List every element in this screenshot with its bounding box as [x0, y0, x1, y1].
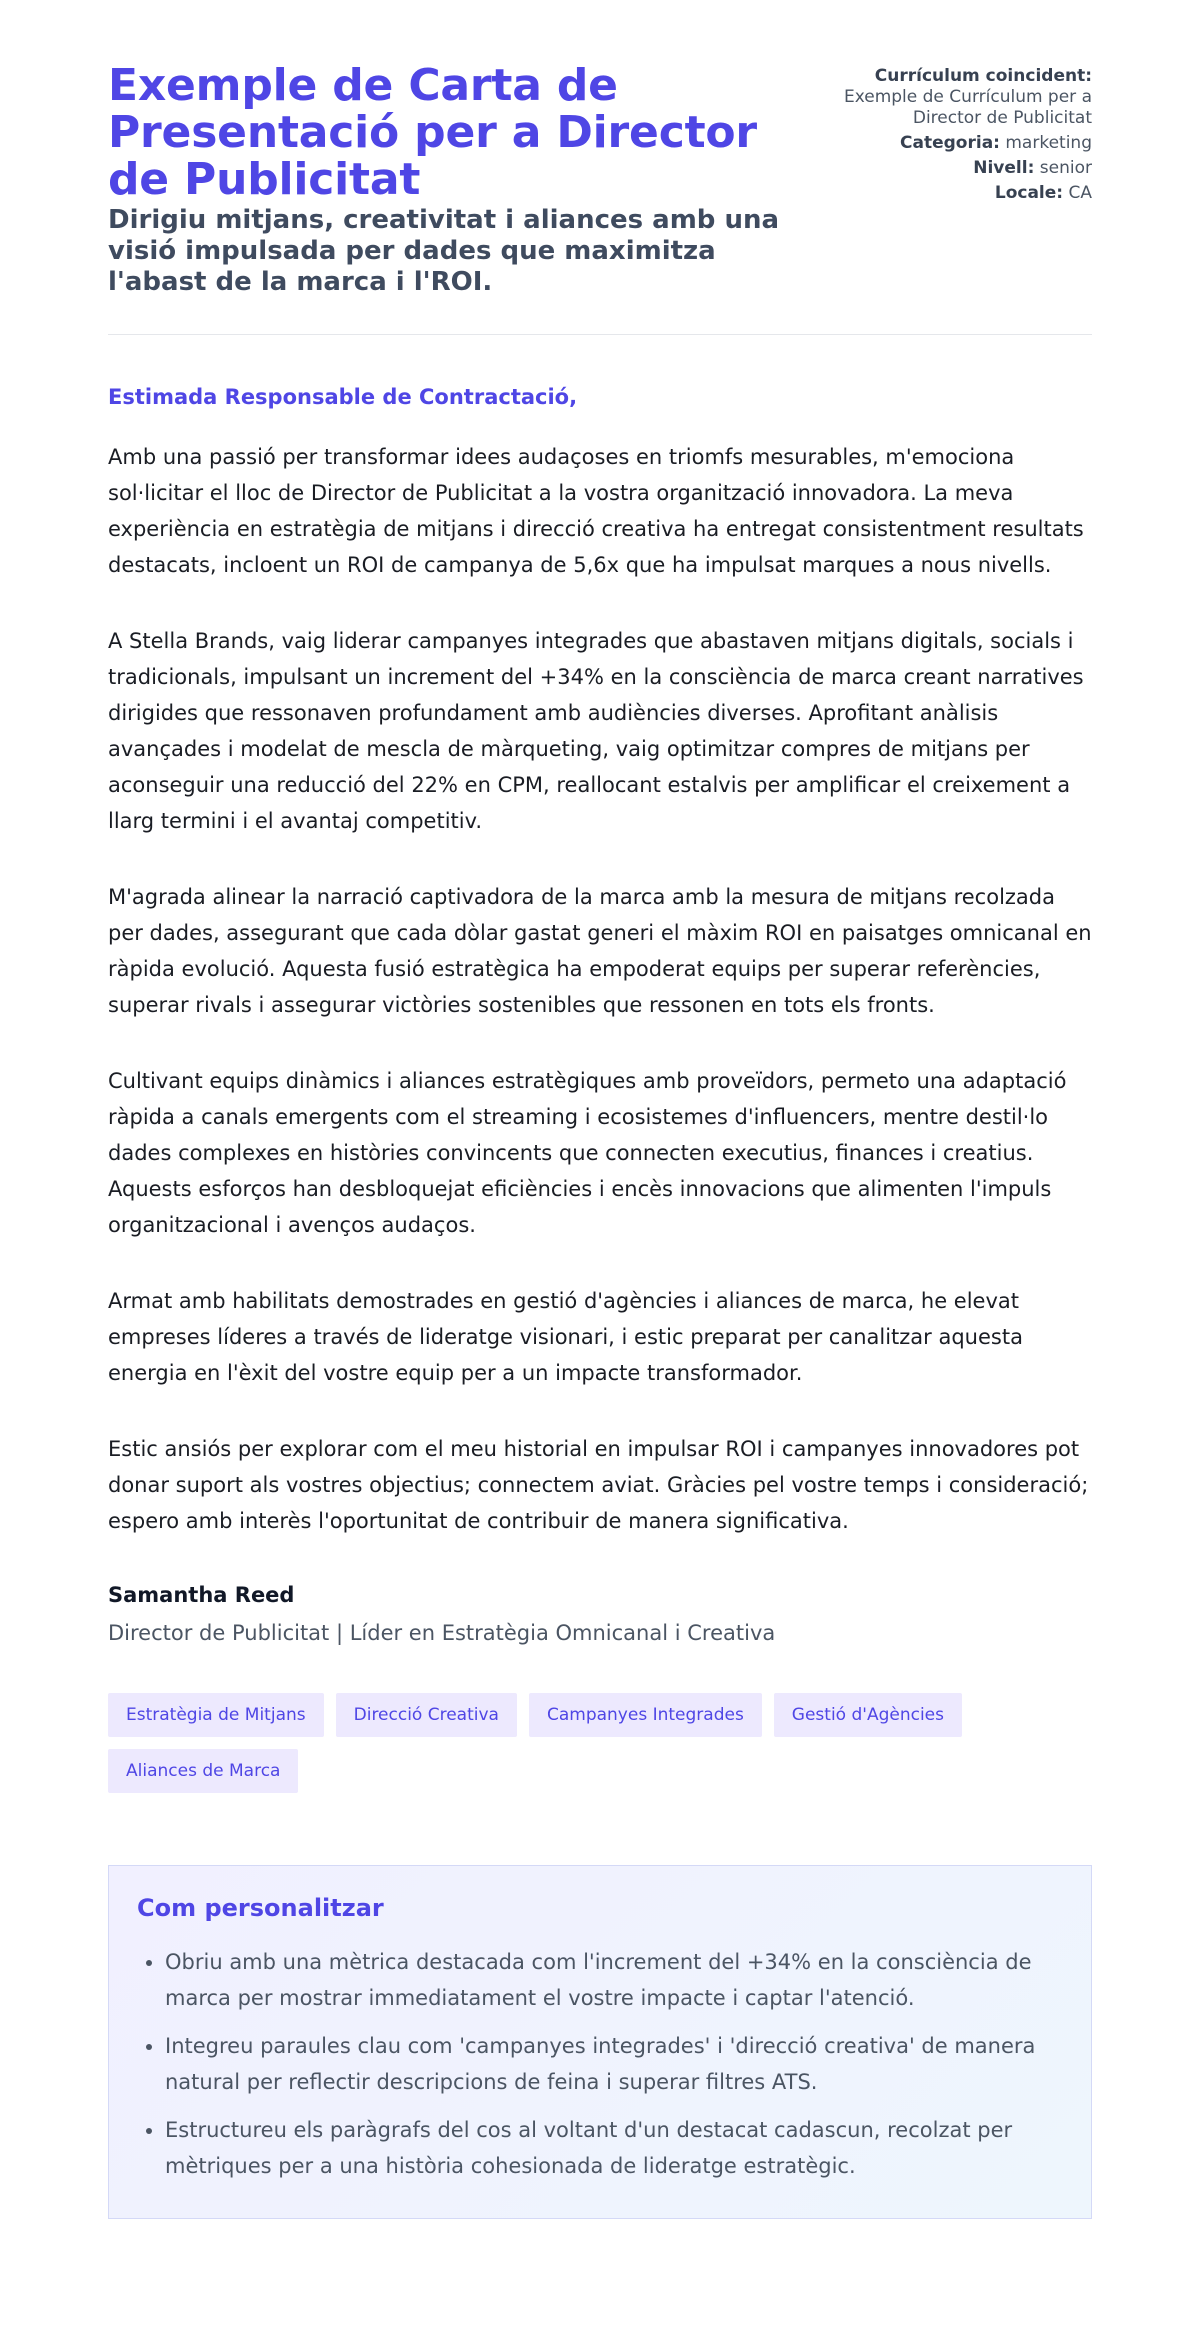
skill-tag: Campanyes Integrades [529, 1693, 762, 1737]
letter-paragraph: A Stella Brands, vaig liderar campanyes integrades que abastaven mitjans digitals, socials i tradicionals, impulsant un increment del +34% en la consciència de marca creant narratives dirigides que ressonaven profundament amb audiències diverses. Aprofitant anàlisis avançades i modelat de mescla de màrqueting, vaig optimitzar compres de mitjans per aconseguir una reducció del 22% en CPM, reallocant estalvis per amplificar el creixement a llarg termini i el avantaj competitiv. [108, 629, 1084, 833]
skill-tag: Direcció Creativa [336, 1693, 517, 1737]
meta-resume-value: Exemple de Currículum per a Director de Publicitat [843, 87, 1092, 128]
letter-paragraph: Amb una passió per transformar idees audaçoses en triomfs mesurables, m'emociona sol·licitar el lloc de Director de Publicitat a la vostra organització innovadora. La meva experiència en estratègia de mitjans i direcció creativa ha entregat consistentment resultats destacats, incloent un ROI de campanya de 5,6x que ha impulsat marques a nous nivells. [108, 445, 1084, 577]
letter-paragraph: Armat amb habilitats demostrades en gestió d'agències i aliances de marca, he elevat empreses líderes a través de lideratge visionari, i estic preparat per canalitzar aquesta energia en l'èxit del vostre equip per a un impacte transformador. [108, 1289, 1023, 1385]
skill-tag: Estratègia de Mitjans [108, 1693, 324, 1737]
meta-panel [780, 62, 1092, 208]
tip-item: • Estructureu els paràgrafs del cos al voltant d'un destacat cadascun, recolzat per mètriques per a una història cohesionada de lideratge estratègic. [165, 2112, 1063, 2184]
meta-locale [780, 183, 1092, 204]
header [108, 62, 1092, 298]
meta-category [780, 133, 1092, 154]
salutation: Estimada Responsable de Contractació, [108, 385, 578, 409]
page-title: Exemple de Carta de Presentació per a Director de Publicitat [108, 60, 757, 205]
meta-resume [780, 66, 1092, 129]
page-subtitle: Dirigiu mitjans, creativitat i aliances amb una visió impulsada per dades que maximitza l'abast de la marca i l'ROI. [108, 205, 780, 297]
signature-title: Director de Publicitat | Líder en Estratègia Omnicanal i Creativa [108, 1621, 776, 1645]
tip-item: • Obriu amb una mètrica destacada com l'increment del +34% en la consciència de marca per mostrar immediatament el vostre impacte i captar l'atenció. [165, 1944, 1063, 2016]
meta-locale-label: Locale: [994, 183, 1064, 203]
tips-list [137, 1944, 1063, 2184]
skill-tags [108, 1693, 1008, 1805]
customization-tips-box [108, 1865, 1092, 2219]
skill-tag: Gestió d'Agències [774, 1693, 962, 1737]
meta-level-label: Nivell: [973, 158, 1035, 178]
tips-title: Com personalitzar [137, 1894, 384, 1922]
letter-paragraph: Estic ansiós per explorar com el meu historial en impulsar ROI i campanyes innovadores pot donar suport als vostres objectius; connectem aviat. Gràcies pel vostre temps i consideració; espero amb interès l'oportunitat de contribuir de manera significativa. [108, 1437, 1089, 1533]
meta-category-value: marketing [1005, 133, 1092, 153]
letter-paragraph: Cultivant equips dinàmics i aliances estratègiques amb proveïdors, permeto una adaptació ràpida a canals emergents com el streaming i ecosistemes d'influencers, mentre destil·lo dades complexes en històries convincents que connecten executius, finances i creatius. Aquests esforços han desbloquejat eficiències i encès innovacions que alimenten l'impuls organitzacional i avenços audaços. [108, 1069, 1067, 1237]
meta-level-value: senior [1039, 158, 1092, 178]
meta-level [780, 158, 1092, 179]
meta-resume-label: Currículum coincident: [874, 66, 1092, 86]
meta-locale-value: CA [1068, 183, 1092, 203]
header-left [108, 62, 780, 298]
letter-paragraph: M'agrada alinear la narració captivadora de la marca amb la mesura de mitjans recolzada per dades, assegurant que cada dòlar gastat generi el màxim ROI en paisatges omnicanal en ràpida evolució. Aquesta fusió estratègica ha empoderat equips per superar referències, superar rivals i assegurar victòries sostenibles que ressonen en tots els fronts. [108, 885, 1092, 1017]
header-divider [108, 334, 1092, 335]
tip-item: • Integreu paraules clau com 'campanyes integrades' i 'direcció creativa' de manera natural per reflectir descripcions de feina i superar filtres ATS. [165, 2028, 1063, 2100]
signature-name: Samantha Reed [108, 1583, 295, 1607]
letter-body [108, 439, 1092, 1539]
skill-tag: Aliances de Marca [108, 1749, 298, 1793]
meta-category-label: Categoria: [900, 133, 1000, 153]
